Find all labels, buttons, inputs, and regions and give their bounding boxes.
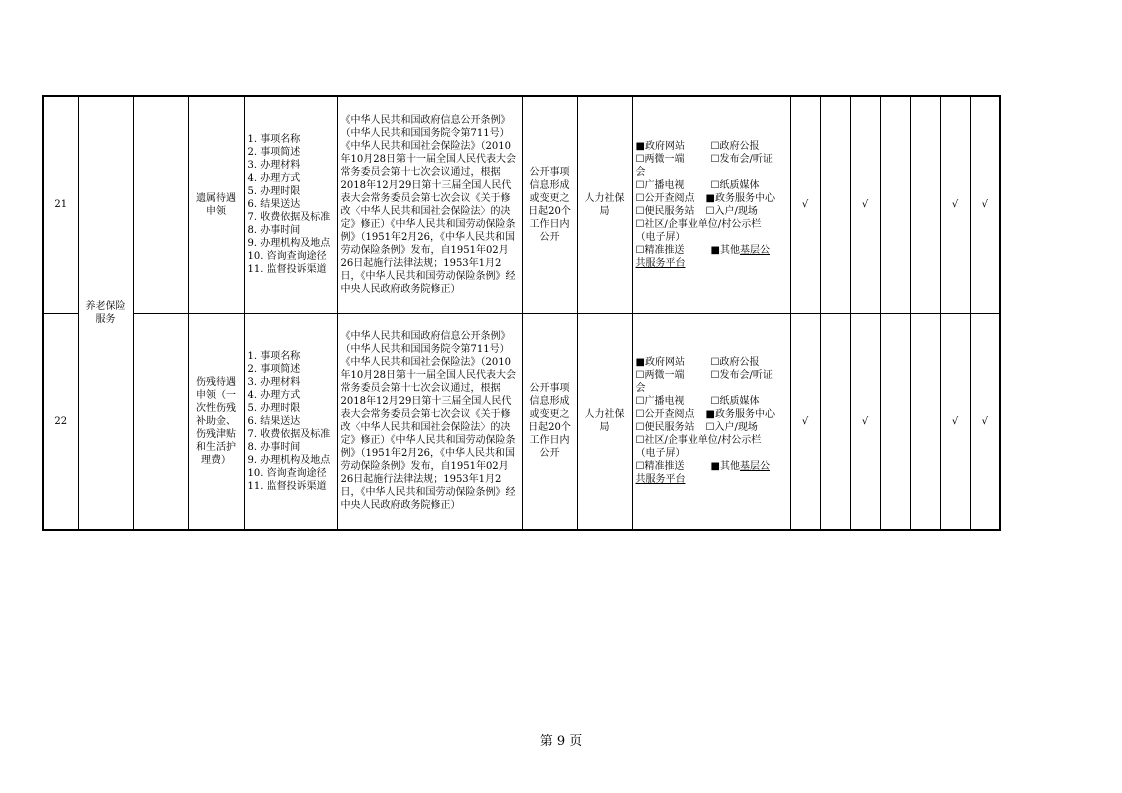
list-item: 4. 办理方式: [247, 389, 301, 401]
item-name: 伤残待遇申领（一次性伤残补助金、伤残津贴和生活护理费）: [196, 376, 236, 466]
page-number: 第 9 页: [539, 734, 583, 749]
channel-other-text: 共服务平台: [635, 257, 686, 269]
channel-option: ☐发布会/听证: [710, 370, 773, 382]
channel-option: ☐公开查阅点: [635, 409, 695, 421]
subject-text: 人力社保局: [584, 192, 625, 217]
channel-option: ☐两微一端: [635, 153, 685, 165]
channel-option: （电子屏）: [635, 448, 686, 460]
list-item: 2. 事项简述: [247, 363, 301, 375]
list-item: 5. 办理时限: [247, 186, 301, 198]
table-row: [43, 313, 1000, 530]
channel-option: ☐纸质媒体: [710, 396, 760, 408]
elements-list: [244, 313, 337, 530]
item-cell: [188, 96, 244, 313]
channels-cell: [632, 313, 790, 530]
legal-basis: 《中华人民共和国政府信息公开条例》（中华人民共和国国务院令第711号）《中华人民共和国社会保险法》（2010年10月28日第十一届全国人民代表大会常务委员会第十七次会议通过，根据2018年12月29日第十三届全国人民代表大会常务委员会第七次会议《关于修改〈中华人民共和国社会保险法〉的决定》修正）《中华人民共和国劳动保险条例》（1951年2月26，《中华人民共和国劳动保险条例》发布，自1951年02月26日起施行法律法规；1953年1月2日，《中华人民共和国劳动保险条例》经中央人民政府政务院修正）: [337, 96, 522, 313]
channel-option: ■政府网站: [635, 357, 685, 369]
channel-other-text: 共服务平台: [635, 474, 686, 486]
channel-option: ☐广播电视: [635, 396, 685, 408]
list-item: 10. 咨询查询途径: [247, 467, 327, 479]
row-number: 22: [43, 313, 78, 530]
channel-option: ■其他: [710, 461, 740, 473]
channel-option: ☐发布会/听证: [710, 153, 773, 165]
timeframe-text: 公开事项信息形成或变更之日起20个工作日内公开: [528, 166, 571, 243]
channel-option: ☐两微一端: [635, 370, 685, 382]
timeframe-cell: [522, 313, 577, 530]
check-cell: √: [940, 313, 970, 530]
list-item: 6. 结果送达: [247, 415, 301, 427]
channel-option: ☐纸质媒体: [710, 179, 760, 191]
timeframe-cell: [522, 96, 577, 313]
channel-option: ☐社区/企事业单位/村公示栏: [635, 435, 762, 447]
channel-option: ☐便民服务站: [635, 422, 695, 434]
item-cell: [188, 313, 244, 530]
list-item: 8. 办事时间: [247, 441, 301, 453]
channel-option: ☐广播电视: [635, 179, 685, 191]
table-row: [43, 96, 1000, 313]
check-cell: √: [790, 313, 820, 530]
check-cell: √: [970, 96, 1000, 313]
row-number: 21: [43, 96, 78, 313]
list-item: 7. 收费依据及标准: [247, 428, 331, 440]
item-name: 遗属待遇申领: [196, 192, 236, 217]
elements-list: [244, 96, 337, 313]
check-cell: [910, 96, 940, 313]
channel-option: ☐政府公报: [710, 357, 760, 369]
channel-option: ■政务服务中心: [705, 409, 775, 421]
channel-option: ☐公开查阅点: [635, 192, 695, 204]
list-item: 11. 监督投诉渠道: [247, 264, 327, 276]
blank-cell: [133, 96, 188, 313]
list-item: 9. 办理机构及地点: [247, 454, 331, 466]
subject-cell: [577, 313, 632, 530]
channel-other-text: 基层公: [739, 244, 770, 256]
channel-option: ■政府网站: [635, 140, 685, 152]
check-cell: [820, 313, 850, 530]
list-item: 5. 办理时限: [247, 402, 301, 414]
list-item: 9. 办理机构及地点: [247, 238, 331, 250]
channel-option: ■其他: [710, 244, 740, 256]
check-cell: √: [850, 96, 880, 313]
subject-text: 人力社保局: [584, 409, 625, 434]
list-item: 4. 办理方式: [247, 173, 301, 185]
check-cell: [910, 313, 940, 530]
category-label: 养老保险服务: [85, 301, 126, 325]
list-item: 8. 办事时间: [247, 225, 301, 237]
channel-other-text: 基层公: [739, 461, 770, 473]
list-item: 11. 监督投诉渠道: [247, 480, 327, 492]
list-item: 7. 收费依据及标准: [247, 212, 331, 224]
channel-option: ☐精准推送: [635, 244, 685, 256]
legal-basis: 《中华人民共和国政府信息公开条例》（中华人民共和国国务院令第711号）《中华人民共和国社会保险法》（2010年10月28日第十一届全国人民代表大会常务委员会第十七次会议通过，根据2018年12月29日第十三届全国人民代表大会常务委员会第七次会议《关于修改〈中华人民共和国社会保险法〉的决定》修正）《中华人民共和国劳动保险条例》（1951年2月26，《中华人民共和国劳动保险条例》发布，自1951年02月26日起施行法律法规；1953年1月2日，《中华人民共和国劳动保险条例》经中央人民政府政务院修正）: [337, 313, 522, 530]
check-cell: [880, 96, 910, 313]
list-item: 3. 办理材料: [247, 376, 301, 388]
check-cell: √: [970, 313, 1000, 530]
channel-option: （电子屏）: [635, 231, 686, 243]
check-cell: [820, 96, 850, 313]
list-item: 3. 办理材料: [247, 160, 301, 172]
channels-cell: [632, 96, 790, 313]
subject-cell: [577, 96, 632, 313]
list-item: 1. 事项名称: [247, 134, 301, 146]
channel-option: ☐入户/现场: [705, 422, 758, 434]
channel-option: ☐社区/企事业单位/村公示栏: [635, 218, 762, 230]
blank-cell: [133, 313, 188, 530]
timeframe-text: 公开事项信息形成或变更之日起20个工作日内公开: [528, 383, 571, 460]
check-cell: √: [790, 96, 820, 313]
channel-option: ■政务服务中心: [705, 192, 775, 204]
list-item: 2. 事项简述: [247, 147, 301, 159]
channel-option: ☐政府公报: [710, 140, 760, 152]
channel-option: ☐精准推送: [635, 461, 685, 473]
disclosure-table: [42, 95, 1001, 531]
category-cell: [78, 96, 133, 530]
channel-option: 会: [635, 383, 646, 395]
channel-option: ☐便民服务站: [635, 205, 695, 217]
channel-option: 会: [635, 166, 646, 178]
channel-option: ☐入户/现场: [705, 205, 758, 217]
check-cell: √: [940, 96, 970, 313]
check-cell: √: [850, 313, 880, 530]
list-item: 10. 咨询查询途径: [247, 251, 327, 263]
list-item: 1. 事项名称: [247, 350, 301, 362]
list-item: 6. 结果送达: [247, 199, 301, 211]
check-cell: [880, 313, 910, 530]
